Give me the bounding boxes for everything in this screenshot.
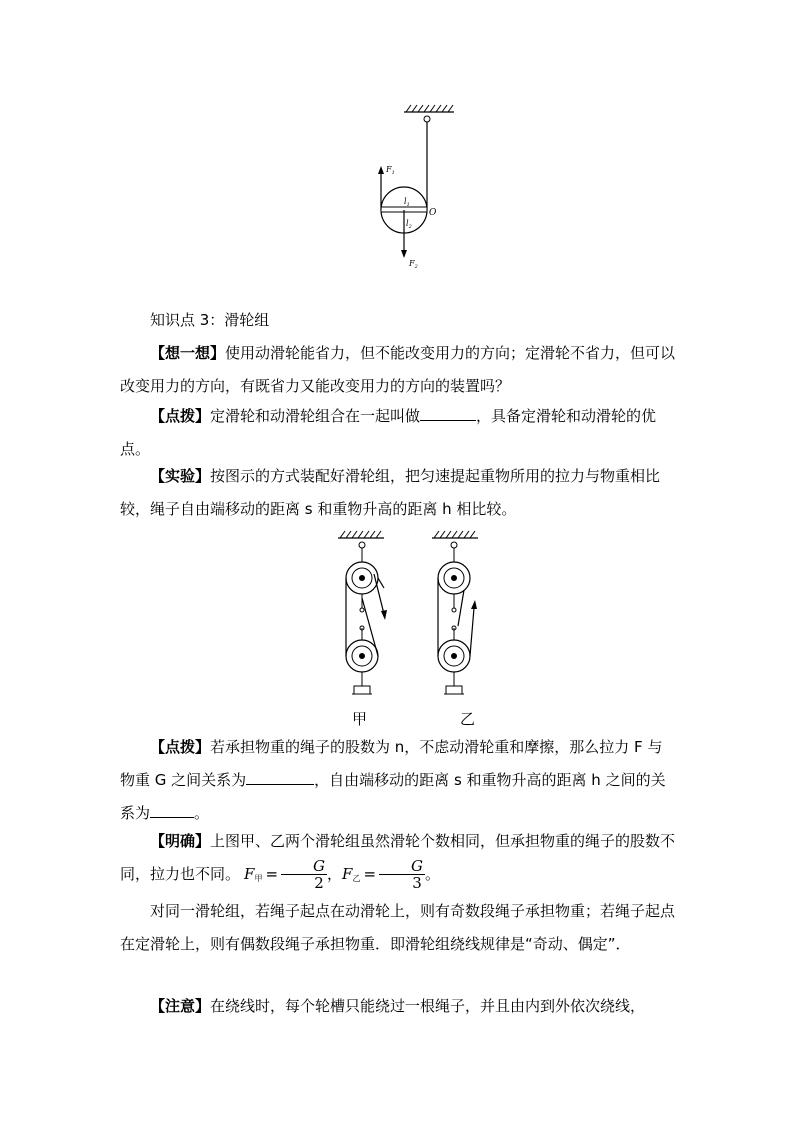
formula-jia: $F_甲$ [244,865,263,883]
pulley-block-diagram [334,528,490,706]
l2-label: $l_2$ [406,219,412,230]
hint-paragraph-1: 【点拨】定滑轮和动滑轮组合在一起叫做 ，具备定滑轮和动滑轮的优点。 [120,407,657,458]
force-relation-blank[interactable] [246,770,314,785]
section-title: 知识点 3：滑轮组 [150,311,270,329]
pulley-system-yi [432,531,478,694]
o-label: O [429,208,437,218]
f2-label: $F_2$ [409,259,418,270]
clarify-paragraph: 【明确】上图甲、乙两个滑轮组虽然滑轮个数相同，但承担物重的绳子的股数不同，拉力也不同。 $F_甲$ = $\frac{G}{2}$ ，$F_乙$ = $\frac{G}{3}$ 。 [120,832,676,892]
caption-yi: 乙 [460,710,476,728]
note-paragraph: 【注意】在绕线时，每个轮槽只能绕过一根绳子，并且由内到外依次绕线， [150,997,646,1015]
l1-label: $l_1$ [404,197,410,208]
rule-paragraph: 对同一滑轮组，若绳子起点在动滑轮上，则有奇数段绳子承担物重；若绳子起点在定滑轮上，则有偶数段绳子承担物重．即滑轮组绕线规律是“奇动、偶定”． [120,902,676,953]
fraction-g-over-2: $\frac{G}{2}$ [281,858,327,891]
caption-jia: 甲 [352,710,368,728]
experiment-paragraph: 【实验】按图示的方式装配好滑轮组，把匀速提起重物所用的拉力与物重相比较，绳子自由端移动的距离 s 和重物升高的距离 h 相比较。 [120,467,661,518]
f1-label: $F_1$ [386,165,395,176]
think-paragraph: 【想一想】使用动滑轮能省力，但不能改变用力的方向；定滑轮不省力，但可以改变用力的方向，有既省力又能改变用力的方向的装置吗？ [120,344,676,395]
movable-pulley-lever-diagram [366,100,462,278]
distance-relation-blank[interactable] [150,803,194,818]
pulley-system-jia [338,531,387,694]
answer-blank[interactable] [420,406,476,421]
formula-yi: $F_乙$ [342,865,361,883]
fraction-g-over-3: $\frac{G}{3}$ [379,858,425,891]
hint-paragraph-2: 【点拨】若承担物重的绳子的股数为 n，不虑动滑轮重和摩擦，那么拉力 F 与物重 G 之间关系为 ，自由端移动的距离 s 和重物升高的距离 h 之间的关系为 。 [120,738,666,822]
